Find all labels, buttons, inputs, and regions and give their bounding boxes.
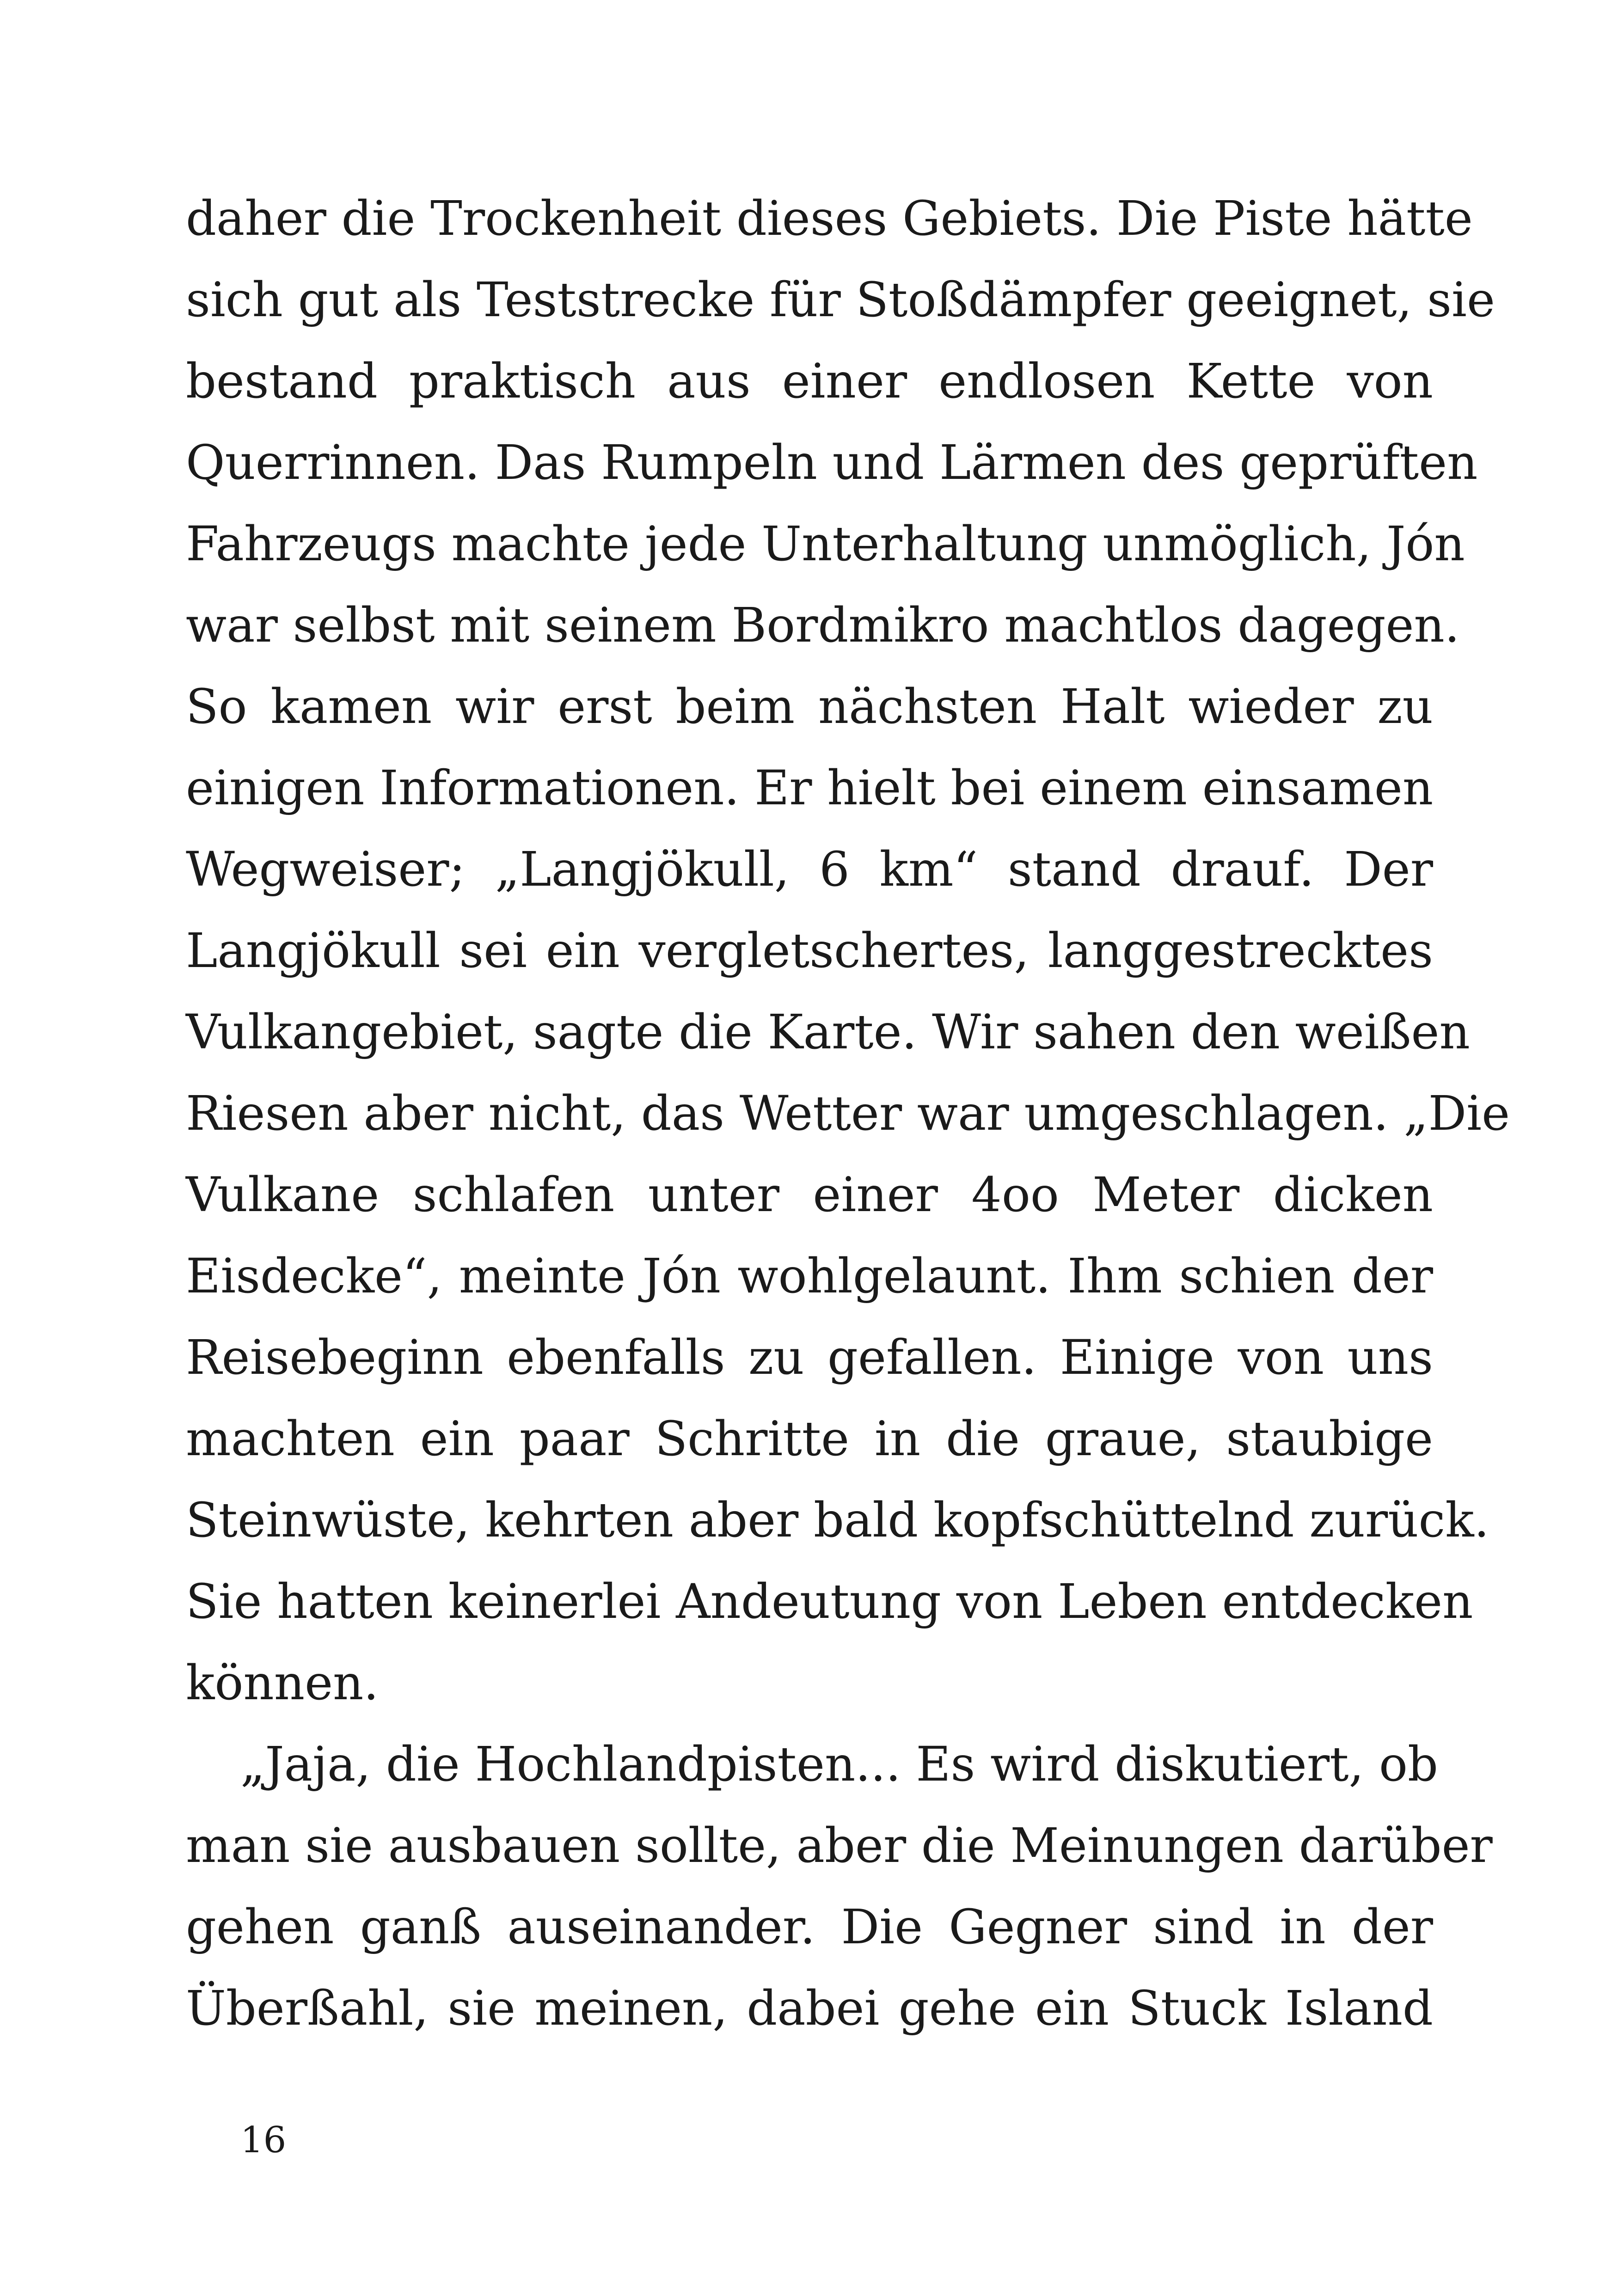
paragraph-2 [186, 1724, 1493, 2049]
text-line: Fahrzeugs machte jede Unterhaltung unmöglich, Jón [186, 516, 1465, 572]
text-line: Wegweiser; „Langjökull, 6 km“ stand drauf. Der [186, 842, 1433, 897]
text-line: Reisebeginn ebenfalls zu gefallen. Einige von uns [186, 1330, 1433, 1385]
text-line: So kamen wir erst beim nächsten Halt wieder zu [186, 679, 1433, 735]
text-line: einigen Informationen. Er hielt bei einem einsamen [186, 760, 1434, 816]
text-line: Vulkane schlafen unter einer 4oo Meter dicken [186, 1167, 1433, 1223]
text-line: Steinwüste, kehrten aber bald kopfschüttelnd zurück. [186, 1493, 1489, 1548]
text-line: Riesen aber nicht, das Wetter war umgeschlagen. „Die [186, 1086, 1510, 1141]
text-line: Eisdecke“, meinte Jón wohlgelaunt. Ihm schien der [186, 1249, 1433, 1304]
text-line: Vulkangebiet, sagte die Karte. Wir sahen den weißen [186, 1004, 1470, 1060]
text-line: bestand praktisch aus einer endlosen Kette von [186, 354, 1433, 409]
text-line: daher die Trockenheit dieses Gebiets. Die Piste hätte [186, 191, 1473, 246]
page-number: 16 [240, 2119, 287, 2161]
text-line: Überßahl, sie meinen, dabei gehe ein Stuck Island [186, 1981, 1433, 2036]
body-text [186, 178, 1510, 2049]
text-line: Querrinnen. Das Rumpeln und Lärmen des geprüften [186, 435, 1478, 490]
text-line: sich gut als Teststrecke für Stoßdämpfer geeignet, sie [186, 272, 1495, 328]
text-line: „Jaja, die Hochlandpisten... Es wird diskutiert, ob [240, 1737, 1438, 1792]
text-line: gehen ganß auseinander. Die Gegner sind in der [186, 1899, 1433, 1955]
text-line: war selbst mit seinem Bordmikro machtlos dagegen. [186, 598, 1460, 653]
text-line: man sie ausbauen sollte, aber die Meinungen darüber [186, 1818, 1493, 1874]
text-line: Sie hatten keinerlei Andeutung von Leben entdecken [186, 1574, 1473, 1629]
text-line: Langjökull sei ein vergletschertes, langgestrecktes [186, 923, 1433, 979]
text-line: können. [186, 1655, 379, 1711]
text-line: machten ein paar Schritte in die graue, staubige [186, 1411, 1433, 1467]
paragraph-1 [186, 178, 1510, 1724]
